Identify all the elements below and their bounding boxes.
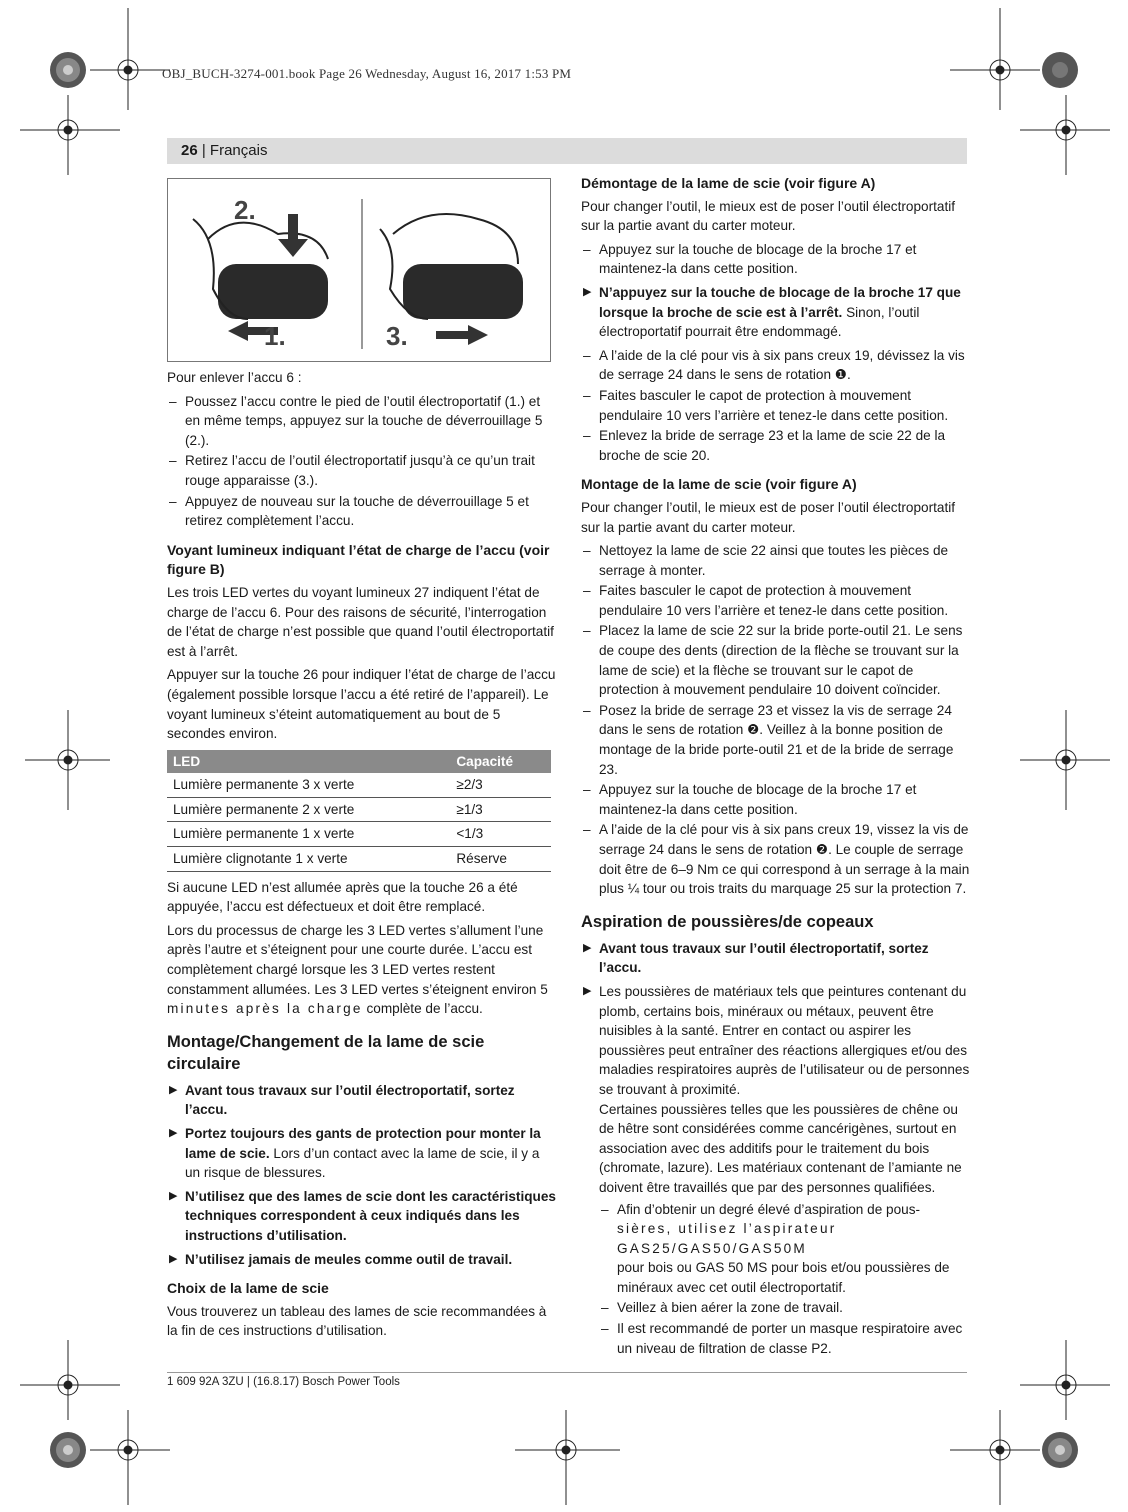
led-capacity-table — [167, 750, 551, 872]
table-row: Lumière permanente 1 x verte <1/3 — [167, 822, 551, 847]
dismount-heading: Démontage de la lame de scie (voir figure A) — [581, 175, 876, 191]
right-column — [581, 174, 973, 1362]
warning-item: ▶ Avant tous travaux sur l’outil électroportatif, sortez l’accu. — [169, 1082, 515, 1118]
list-item: – Veillez à bien aérer la zone de travail. — [601, 1300, 843, 1316]
warning-item: ▶ Portez toujours des gants de protection pour monter la lame de scie. Lors d’un contact avec la lame de scie, il y a un risque de blessures. — [169, 1126, 541, 1181]
list-item: – Il est recommandé de porter un masque respiratoire avec un niveau de filtration de classe P2. — [601, 1321, 963, 1356]
list-item: – Afin d’obtenir un degré élevé d’aspiration de pous- sières, utilisez l’aspirateur GAS25/GAS50/GAS50M pour bois ou GAS 50 MS pour bois et/ou poussières de minéraux avec cet outil électroportatif. — [601, 1201, 950, 1295]
list-item: – A l’aide de la clé pour vis à six pans creux 19, vissez la vis de serrage 24 dans le sens de rotation ❷. Le couple de serrage doit être de 6–9 Nm ce qui correspond à un serrage à la main plus ¼ tour ou trois traits du marquage 25 sur la protection 7. — [583, 822, 970, 897]
table-row: Lumière permanente 2 x verte ≥1/3 — [167, 797, 551, 822]
mount-heading: Montage/Changement de la lame de scie circulaire — [167, 1032, 485, 1073]
mount-blade-heading: Montage de la lame de scie (voir figure A) — [581, 476, 857, 493]
list-item: – Appuyez sur la touche de blocage de la broche 17 et maintenez-la dans cette position. — [583, 241, 917, 277]
print-info: OBJ_BUCH-3274-001.book Page 26 Wednesday, August 16, 2017 1:53 PM — [162, 66, 572, 81]
figure-label-3: 3. — [386, 321, 408, 351]
footer-rule — [167, 1372, 967, 1373]
figure-label-1: 1. — [264, 321, 286, 351]
dismount-intro: Pour changer l’outil, le mieux est de poser l’outil électroportatif sur la partie avant du carter moteur. — [581, 198, 956, 234]
page-language: Français — [209, 142, 268, 159]
left-column — [167, 368, 557, 1345]
table-row: Lumière permanente 3 x verte ≥2/3 — [167, 773, 551, 797]
after-table-paragraph-2: Lors du processus de charge les 3 LED vertes s’allument l’une après l’autre et s’éteignent pour une courte durée. L’accu est complètement chargé lorsque les 3 LED vertes restent constamment allumées. Les 3 LED vertes s’éteignent environ 5 minutes après la charge complète de l’accu. — [167, 922, 551, 1017]
warning-item: ▶ Avant tous travaux sur l’outil électroportatif, sortez l’accu. — [583, 940, 929, 976]
choice-paragraph: Vous trouverez un tableau des lames de scie recommandées à la fin de ces instructions d’utilisation. — [167, 1303, 547, 1339]
list-item: – Faites basculer le capot de protection à mouvement pendulaire 10 vers l’arrière et tenez-le dans cette position. — [583, 387, 949, 423]
list-item: – Nettoyez la lame de scie 22 ainsi que toutes les pièces de serrage à monter. — [583, 543, 949, 578]
table-header-capacity: Capacité — [450, 750, 551, 774]
footer: 1 609 92A 3ZU | (16.8.17) Bosch Power Tools — [167, 1376, 400, 1388]
indicator-paragraph-2: Appuyer sur la touche 26 pour indiquer l’état de charge de l’accu (également possible lorsque l’accu a été retiré de l’appareil). Le voyant lumineux s’éteint automatiquement au bout de 5 secondes environ. — [167, 667, 556, 742]
list-item: – Poussez l’accu contre le pied de l’outil électroportatif (1.) et en même temps, appuyez sur la touche de déverrouillage 5 (2.). — [169, 393, 543, 448]
page-header: 26 | Français — [181, 142, 268, 159]
header-bar — [167, 138, 967, 164]
warning-item: ▶ N’appuyez sur la touche de blocage de la broche 17 que lorsque la broche de scie est à l’arrêt. Sinon, l’outil électroportatif pourrait être endommagé. — [583, 284, 961, 340]
list-item: – Appuyez de nouveau sur la touche de déverrouillage 5 et retirez complètement l’accu. — [169, 493, 529, 529]
list-item: – Placez la lame de scie 22 sur la bride porte-outil 21. Le sens de coupe des dents (direction de la flèche se trouvant sur la lame de scie) et la flèche se trouvant sur le capot de protection à mouvement pendulaire 10 doivent coïncider. — [583, 623, 963, 698]
after-table-paragraph-1: Si aucune LED n’est allumée après que la touche 26 a été appuyée, l’accu est défectueux et doit être remplacé. — [167, 879, 518, 915]
page-number: 26 — [181, 142, 198, 159]
mount-intro: Pour changer l’outil, le mieux est de poser l’outil électroportatif sur la partie avant du carter moteur. — [581, 499, 956, 535]
warning-item: ▶ N’utilisez jamais de meules comme outil de travail. — [169, 1251, 513, 1267]
warning-item: ▶ Les poussières de matériaux tels que peintures contenant du plomb, certains bois, minéraux ou métaux, peuvent être nuisibles à la santé. Entrer en contact ou aspirer les poussières peut entraîner des réactions allergiques et/ou des maladies respiratoires auprès de l’utilisateur ou de personnes se trouvant à proximité. Certaines poussières telles que les poussières de chêne ou de hêtre sont considérées comme cancérigènes, surtout en association avec des additifs pour le traitement du bois (chromate, lazure). Les matériaux contenant de l’amiante ne doivent être travaillés que par des personnes qualifiées. – Afin d’obtenir un degré élevé d’aspiration de pous- sières, utilisez l’aspirateur GAS25/GAS50/GAS50M pour bois ou GAS 50 MS pour bois et/ou poussières de minéraux avec cet outil électroportatif. – Veillez à bien aérer la zone de travail. – Il est recommandé de porter un masque respiratoire avec un niveau de filtration de classe P2. — [581, 982, 973, 1358]
dust-heading: Aspiration de poussières/de copeaux — [581, 912, 874, 931]
list-item: – Appuyez sur la touche de blocage de la broche 17 et maintenez-la dans cette position. — [583, 782, 917, 817]
battery-removal-figure — [167, 178, 551, 362]
list-item: – Retirez l’accu de l’outil électroportatif jusqu’à ce qu’un trait rouge apparaisse (3.). — [169, 453, 535, 488]
indicator-paragraph-1: Les trois LED vertes du voyant lumineux 27 indiquent l’état de charge de l’accu 6. Pour des raisons de sécurité, l’interrogation de l’état de charge n’est possible que quand l’outil électroportatif est à l’arrêt. — [167, 584, 554, 659]
warning-item: ▶ N’utilisez que des lames de scie dont les caractéristiques techniques correspondent à ceux indiqués dans les instructions d’utilisation. — [169, 1188, 556, 1243]
list-item: – Faites basculer le capot de protection à mouvement pendulaire 10 vers l’arrière et tenez-le dans cette position. — [583, 583, 949, 618]
remove-intro: Pour enlever l’accu 6 : — [167, 370, 302, 385]
figure-illustration — [168, 179, 550, 361]
table-header-led: LED — [167, 750, 450, 774]
list-item: – Posez la bride de serrage 23 et vissez la vis de serrage 24 dans le sens de rotation ❷. Veillez à la bonne position de montage de la bride porte-outil 21 et de la bride de serrage 23. — [583, 702, 954, 777]
list-item: – Enlevez la bride de serrage 23 et la lame de scie 22 de la broche de scie 20. — [583, 428, 946, 463]
table-row: Lumière clignotante 1 x verte Réserve — [167, 847, 551, 872]
choice-heading: Choix de la lame de scie — [167, 1280, 329, 1297]
indicator-heading: Voyant lumineux indiquant l’état de charge de l’accu (voir figure B) — [167, 541, 550, 578]
figure-label-2: 2. — [234, 195, 256, 225]
list-item: – A l’aide de la clé pour vis à six pans creux 19, dévissez la vis de serrage 24 dans le sens de rotation ❶. — [583, 347, 965, 383]
